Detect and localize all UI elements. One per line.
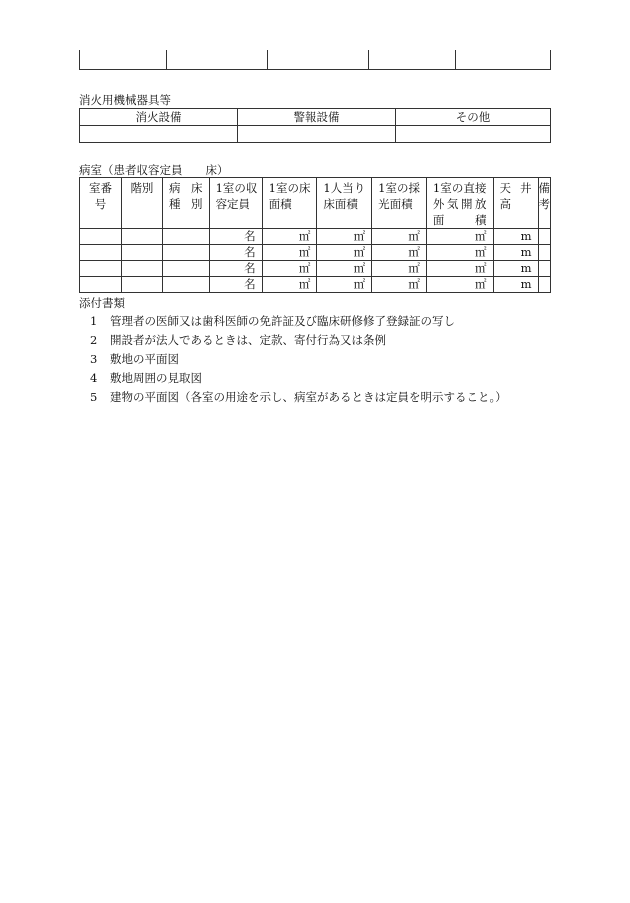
floor-area-cell[interactable]: ㎡ bbox=[262, 229, 317, 245]
ceiling-height-cell[interactable]: m bbox=[493, 245, 538, 261]
floor-area-cell[interactable]: ㎡ bbox=[262, 277, 317, 293]
table-row bbox=[80, 277, 551, 293]
ceiling-height-cell[interactable]: m bbox=[493, 277, 538, 293]
item-number: 4 bbox=[90, 371, 98, 385]
daylight-area-cell[interactable]: ㎡ bbox=[372, 261, 427, 277]
floor-area-cell[interactable]: ㎡ bbox=[262, 261, 317, 277]
header-remarks: 備考 bbox=[538, 178, 551, 229]
ventilation-area-cell[interactable]: ㎡ bbox=[426, 245, 493, 261]
remarks-cell[interactable] bbox=[538, 277, 551, 293]
remarks-cell[interactable] bbox=[538, 229, 551, 245]
remarks-cell[interactable] bbox=[538, 261, 551, 277]
header-capacity: 1室の収容定員 bbox=[209, 178, 262, 229]
area-per-person-cell[interactable]: ㎡ bbox=[317, 261, 372, 277]
daylight-area-cell[interactable]: ㎡ bbox=[372, 277, 427, 293]
item-text: 敷地の平面図 bbox=[110, 352, 179, 366]
fire-equipment-table bbox=[79, 108, 551, 143]
header-area-per-person: 1人当り床面積 bbox=[317, 178, 372, 229]
list-item bbox=[90, 312, 507, 331]
capacity-cell[interactable]: 名 bbox=[209, 277, 262, 293]
table-cell[interactable] bbox=[267, 50, 369, 70]
table-row bbox=[80, 245, 551, 261]
ventilation-area-cell[interactable]: ㎡ bbox=[426, 261, 493, 277]
ventilation-area-cell[interactable]: ㎡ bbox=[426, 277, 493, 293]
header-fire-extinguishing: 消火設備 bbox=[80, 109, 238, 126]
ward-table bbox=[79, 177, 551, 293]
room-number-cell[interactable] bbox=[80, 261, 122, 277]
ventilation-area-cell[interactable]: ㎡ bbox=[426, 229, 493, 245]
bed-type-cell[interactable] bbox=[162, 229, 209, 245]
previous-table-fragment bbox=[79, 50, 551, 70]
header-ceiling-height: 天井高 bbox=[493, 178, 538, 229]
list-item bbox=[90, 388, 507, 407]
header-floor: 階別 bbox=[121, 178, 162, 229]
daylight-area-cell[interactable]: ㎡ bbox=[372, 245, 427, 261]
header-room-number: 室番号 bbox=[80, 178, 122, 229]
ward-title: 病室（患者収容定員 床） bbox=[79, 163, 229, 177]
daylight-area-cell[interactable]: ㎡ bbox=[372, 229, 427, 245]
bed-type-cell[interactable] bbox=[162, 261, 209, 277]
list-item bbox=[90, 369, 507, 388]
item-number: 5 bbox=[90, 390, 98, 404]
list-item bbox=[90, 350, 507, 369]
header-floor-area: 1室の床面積 bbox=[262, 178, 317, 229]
room-number-cell[interactable] bbox=[80, 229, 122, 245]
table-cell[interactable] bbox=[166, 50, 267, 70]
item-text: 建物の平面図（各室の用途を示し、病室があるときは定員を明示すること。） bbox=[110, 390, 507, 404]
fire-equipment-title: 消火用機械器具等 bbox=[79, 93, 171, 107]
room-number-cell[interactable] bbox=[80, 245, 122, 261]
ceiling-height-cell[interactable]: m bbox=[493, 229, 538, 245]
item-number: 2 bbox=[90, 333, 98, 347]
floor-cell[interactable] bbox=[121, 245, 162, 261]
capacity-cell[interactable]: 名 bbox=[209, 245, 262, 261]
ceiling-height-cell[interactable]: m bbox=[493, 261, 538, 277]
fire-extinguishing-cell[interactable] bbox=[80, 126, 238, 143]
list-item bbox=[90, 331, 507, 350]
attachments-title: 添付書類 bbox=[79, 296, 125, 310]
table-cell[interactable] bbox=[80, 50, 167, 70]
attachments-list bbox=[90, 312, 507, 407]
remarks-cell[interactable] bbox=[538, 245, 551, 261]
item-text: 開設者が法人であるときは、定款、寄付行為又は条例 bbox=[110, 333, 386, 347]
area-per-person-cell[interactable]: ㎡ bbox=[317, 245, 372, 261]
other-cell[interactable] bbox=[396, 126, 551, 143]
header-alarm: 警報設備 bbox=[238, 109, 396, 126]
item-text: 敷地周囲の見取図 bbox=[110, 371, 202, 385]
header-bed-type: 病床種別 bbox=[162, 178, 209, 229]
alarm-cell[interactable] bbox=[238, 126, 396, 143]
item-number: 3 bbox=[90, 352, 98, 366]
floor-cell[interactable] bbox=[121, 277, 162, 293]
bed-type-cell[interactable] bbox=[162, 245, 209, 261]
table-cell[interactable] bbox=[369, 50, 456, 70]
item-text: 管理者の医師又は歯科医師の免許証及び臨床研修修了登録証の写し bbox=[110, 314, 455, 328]
room-number-cell[interactable] bbox=[80, 277, 122, 293]
area-per-person-cell[interactable]: ㎡ bbox=[317, 229, 372, 245]
bed-type-cell[interactable] bbox=[162, 277, 209, 293]
area-per-person-cell[interactable]: ㎡ bbox=[317, 277, 372, 293]
table-cell[interactable] bbox=[456, 50, 551, 70]
capacity-cell[interactable]: 名 bbox=[209, 261, 262, 277]
item-number: 1 bbox=[90, 314, 98, 328]
floor-area-cell[interactable]: ㎡ bbox=[262, 245, 317, 261]
table-row bbox=[80, 261, 551, 277]
floor-cell[interactable] bbox=[121, 229, 162, 245]
header-daylight-area: 1室の採光面積 bbox=[372, 178, 427, 229]
table-row bbox=[80, 229, 551, 245]
capacity-cell[interactable]: 名 bbox=[209, 229, 262, 245]
header-ventilation-area: 1室の直接外気開放面積 bbox=[426, 178, 493, 229]
header-other: その他 bbox=[396, 109, 551, 126]
floor-cell[interactable] bbox=[121, 261, 162, 277]
